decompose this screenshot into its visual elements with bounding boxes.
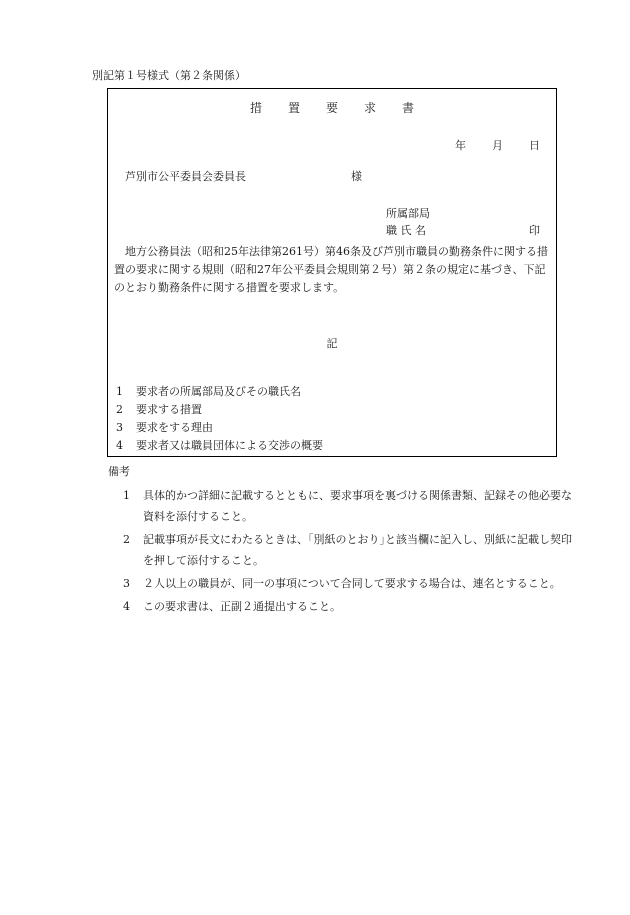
request-items-list xyxy=(116,383,323,455)
item-text: 要求をする理由 xyxy=(136,421,213,434)
note-number: 3 xyxy=(123,577,130,590)
date-day: 日 xyxy=(529,139,540,152)
item-text: 要求する措置 xyxy=(136,403,202,416)
name-label: 職 氏 名 xyxy=(386,224,426,237)
note-text: この要求書は、正副２通提出すること。 xyxy=(143,600,341,613)
document-title xyxy=(108,99,556,116)
date-year: 年 xyxy=(455,139,466,152)
request-body-text: 地方公務員法（昭和25年法律第261号）第46条及び芦別市職員の勤務条件に関する措置の要求に関する規則（昭和27年公平委員会規則第２号）第２条の規定に基づき、下記のとおり勤務条件に関する措置を要求します。 xyxy=(114,245,548,294)
note-text: ２人以上の職員が、同一の事項について合同して要求する場合は、連名とすること。 xyxy=(143,577,561,590)
ki-heading: 記 xyxy=(326,337,338,350)
note-item xyxy=(120,529,582,571)
honorific: 様 xyxy=(351,170,362,183)
notes-list xyxy=(120,485,582,619)
department-label: 所属部局 xyxy=(386,207,430,220)
note-item xyxy=(120,485,582,527)
request-form-box xyxy=(107,88,557,457)
date-line xyxy=(455,137,540,153)
item-text: 要求者又は職員団体による交渉の概要 xyxy=(136,439,323,452)
form-number-label: 別記第１号様式（第２条関係） xyxy=(92,69,246,82)
list-item xyxy=(116,419,323,437)
note-number: 4 xyxy=(123,600,130,613)
list-item xyxy=(116,437,323,455)
date-month: 月 xyxy=(492,139,503,152)
addressee: 芦別市公平委員会委員長 xyxy=(125,170,246,183)
notes-heading: 備考 xyxy=(108,465,130,478)
title-char: 書 xyxy=(402,101,415,115)
note-number: 2 xyxy=(123,533,130,546)
list-item xyxy=(116,383,323,401)
item-number: 4 xyxy=(116,439,123,452)
note-item xyxy=(120,596,582,617)
note-text: 具体的かつ詳細に記載するとともに、要求事項を裏づける関係書類、記録その他必要な資料を添付すること。 xyxy=(143,489,572,523)
note-item xyxy=(120,573,582,594)
item-number: 1 xyxy=(116,385,123,398)
title-char: 置 xyxy=(287,101,300,115)
title-char: 要 xyxy=(325,101,338,115)
item-text: 要求者の所属部局及びその職氏名 xyxy=(136,385,301,398)
note-text: 記載事項が長文にわたるときは、｢別紙のとおり｣と該当欄に記入し、別紙に記載し契印を押して添付すること。 xyxy=(143,533,572,567)
title-char: 措 xyxy=(249,101,262,115)
note-number: 1 xyxy=(123,489,130,502)
title-char: 求 xyxy=(364,101,377,115)
item-number: 3 xyxy=(116,421,123,434)
seal-label: 印 xyxy=(529,224,540,237)
list-item xyxy=(116,401,323,419)
item-number: 2 xyxy=(116,403,123,416)
